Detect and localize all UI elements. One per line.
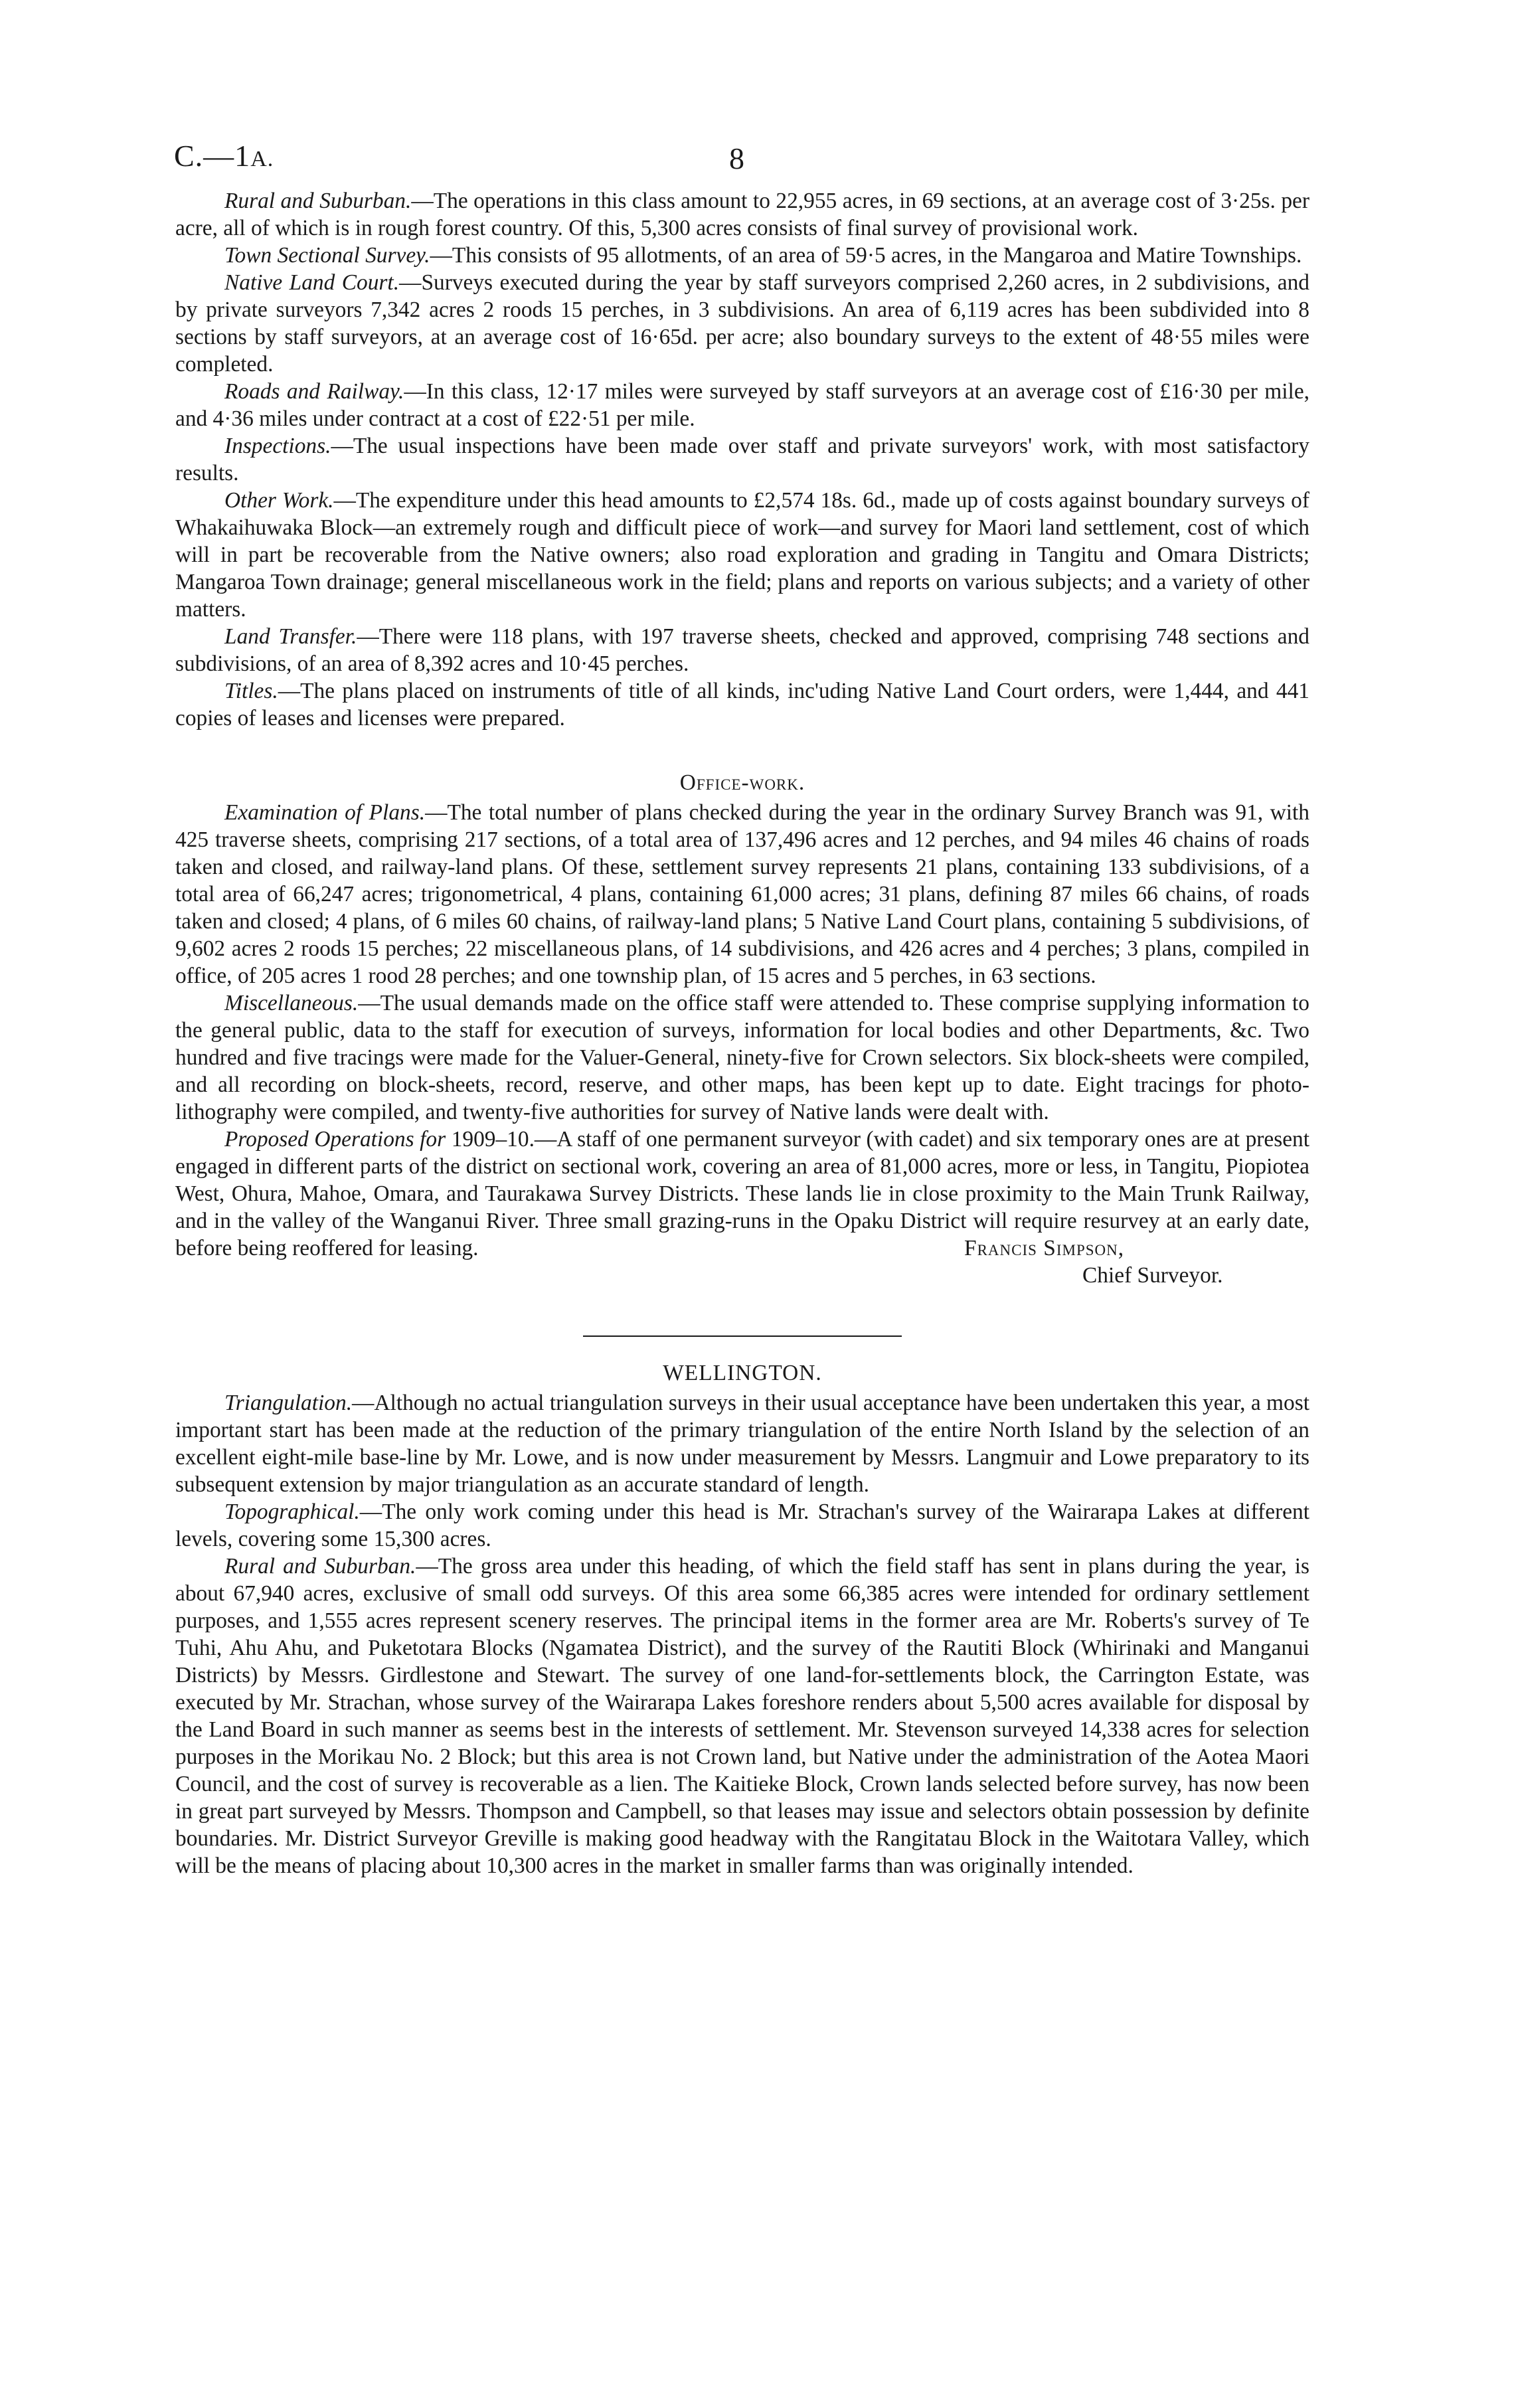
paragraph-triangulation: [175, 1389, 1309, 1498]
paragraph-text: —The only work coming under this head is Mr. Strachan's survey of the Wairarapa Lakes at different levels, covering some 15,300 acres.: [175, 1500, 1309, 1551]
paragraph-topographical: [175, 1498, 1309, 1553]
paragraph-lead: Rural and Suburban.: [224, 1554, 416, 1579]
paragraph-lead: Roads and Railway.: [224, 379, 404, 404]
paragraph-text: —Although no actual triangulation surveys in their usual acceptance have been undertaken this year, a most important start has been made at the reduction of the primary triangulation of the entire North Island by the selection of an excellent eight-mile base-line by Mr. Lowe, and is now under measurement by Messrs. Langmuir and Lowe preparatory to its subsequent extension by major triangulation as an accurate standard of length.: [175, 1391, 1309, 1497]
paragraph-proposed-operations: [175, 1126, 1309, 1262]
paragraph-miscellaneous: [175, 989, 1309, 1126]
paragraph-land-transfer: [175, 623, 1309, 677]
paragraph-native-land-court: [175, 269, 1309, 378]
paragraph-lead: Other Work.: [224, 488, 334, 513]
signature-block: [175, 1236, 1309, 1289]
paragraph-lead: Inspections.: [224, 434, 331, 458]
paragraph-text: —This consists of 95 allotments, of an area of 59·5 acres, in the Mangaroa and Matire Townships.: [430, 243, 1302, 268]
paragraph-text: —There were 118 plans, with 197 traverse sheets, checked and approved, comprising 748 sections and subdivisions, of an area of 8,392 acres and 10·45 perches.: [175, 624, 1309, 676]
paragraph-rural-suburban: [175, 187, 1309, 242]
body-text: [175, 187, 1309, 1879]
paragraph-lead: Rural and Suburban.: [224, 189, 412, 213]
paragraph-text: —The usual demands made on the office staff were attended to. These comprise supplying information to the general public, data to the staff for execution of surveys, information for local bodies and other Departments, &c. Two hundred and five tracings were made for the Valuer-General, ninety-five for Crown selectors. Six block-sheets were compiled, and all recording on block-sheets, record, reserve, and other maps, has been kept up to date. Eight tracings for photo-lithography were compiled, and twenty-five authorities for survey of Native lands were dealt with.: [175, 991, 1309, 1124]
paragraph-text: —The expenditure under this head amounts to £2,574 18s. 6d., made up of costs against boundary surveys of Whakaihuwaka Block—an extremely rough and difficult piece of work—and survey for Maori land settlement, cost of which will in part be recoverable from the Native owners; also road exploration and grading in Tangitu and Omara Districts; Mangaroa Town drainage; general miscellaneous work in the field; plans and reports on various subjects; and a variety of other matters.: [175, 488, 1309, 622]
paragraph-lead: Proposed Operations for: [224, 1127, 446, 1152]
paragraph-text: 1909–10.—A staff of one permanent surveyor (with cadet) and six temporary ones are at present engaged in different parts of the district on sectional work, covering an area of 81,000 acres, more or less, in Tangitu, Piopiotea West, Ohura, Mahoe, Omara, and Taurakawa Survey Districts. These lands lie in close proximity to the Main Trunk Railway, and in the valley of the Wanganui River. Three small grazing-runs in the Opaku District will require resurvey at an early date, before being reoffered for leasing.: [175, 1127, 1309, 1260]
paragraph-lead: Miscellaneous.: [224, 991, 359, 1015]
paragraph-text: —The plans placed on instruments of title of all kinds, inc'uding Native Land Court orders, were 1,444, and 441 copies of leases and licenses were prepared.: [175, 679, 1309, 731]
paragraph-titles: [175, 677, 1309, 732]
signature-title: Chief Surveyor.: [1082, 1263, 1223, 1288]
office-work-heading: Office-work.: [679, 770, 805, 795]
paragraph-text: —The usual inspections have been made over staff and private surveyors' work, with most satisfactory results.: [175, 434, 1309, 485]
paragraph-text: —The total number of plans checked during the year in the ordinary Survey Branch was 91, with 425 traverse sheets, comprising 217 sections, of a total area of 137,496 acres and 12 perches, and 94 miles 46 chains of roads taken and closed, and railway-land plans. Of these, settlement survey represents 21 plans, containing 133 subdivisions, of a total area of 66,247 acres; trigonometrical, 4 plans, containing 61,000 acres; 31 plans, defining 87 miles 66 chains, of roads taken and closed; 4 plans, of 6 miles 60 chains, of railway-land plans; 5 Native Land Court plans, containing 5 subdivisions, of 9,602 acres 2 roods 15 perches; 22 miscellaneous plans, of 14 subdivisions, and 426 acres and 4 perches; 3 plans, compiled in office, of 205 acres 1 rood 28 perches; and one township plan, of 15 acres and 5 perches, in 63 sections.: [175, 800, 1310, 988]
section-divider: [583, 1335, 902, 1337]
paragraph-wellington-rural-suburban: [175, 1553, 1309, 1879]
paragraph-town-sectional: [175, 242, 1309, 269]
paragraph-lead: Native Land Court.: [224, 270, 400, 295]
paragraph-text: —Surveys executed during the year by staff surveyors comprised 2,260 acres, in 2 subdivisions, and by private surveyors 7,342 acres 2 roods 15 perches, in 3 subdivisions. An area of 6,119 acres has been subdivided into 8 sections by staff surveyors, at an average cost of 16·65d. per acre; also boundary surveys to the extent of 48·55 miles were completed.: [175, 270, 1310, 377]
paragraph-inspections: [175, 432, 1309, 487]
signature-name: Francis Simpson,: [964, 1236, 1125, 1260]
reference-suffix: A.: [250, 147, 274, 171]
paragraph-lead: Examination of Plans.: [224, 800, 426, 825]
paragraph-lead: Land Transfer.: [224, 624, 357, 649]
reference-prefix: C.—1: [174, 139, 251, 173]
page-number: 8: [729, 141, 744, 175]
wellington-heading: WELLINGTON.: [663, 1361, 822, 1385]
paragraph-other-work: [175, 487, 1309, 623]
paragraph-lead: Titles.: [224, 679, 278, 703]
paragraph-text: —The gross area under this heading, of which the field staff has sent in plans during the year, is about 67,940 acres, exclusive of small odd surveys. Of this area some 66,385 acres were intended for ordinary settlement purposes, and 1,555 acres represent scenery reserves. The principal items in the former area are Mr. Roberts's survey of Te Tuhi, Ahu Ahu, and Puketotara Blocks (Ngamatea District), and the survey of the Rautiti Block (Whirinaki and Manganui Districts) by Messrs. Girdlestone and Stewart. The survey of one land-for-settlements block, the Carrington Estate, was executed by Mr. Strachan, whose survey of the Wairarapa Lakes foreshore renders about 5,500 acres available for disposal by the Land Board in such manner as seems best in the interests of settlement. Mr. Stevenson surveyed 14,338 acres for selection purposes in the Morikau No. 2 Block; but this area is not Crown land, but Native under the administration of the Aotea Maori Council, and the cost of survey is recoverable as a lien. The Kaitieke Block, Crown lands selected before survey, has now been in great part surveyed by Messrs. Thompson and Campbell, so that leases may issue and selectors obtain possession by definite boundaries. Mr. District Surveyor Greville is making good headway with the Rangitatau Block in the Waitotara Valley, which will be the means of placing about 10,300 acres in the market in smaller farms than was originally intended.: [175, 1554, 1309, 1878]
paragraph-text: —In this class, 12·17 miles were surveyed by staff surveyors at an average cost of £16·30 per mile, and 4·36 miles under contract at a cost of £22·51 per mile.: [175, 379, 1309, 431]
document-reference: [174, 138, 274, 173]
paragraph-examination-of-plans: [175, 799, 1309, 989]
paragraph-lead: Topographical.: [224, 1500, 360, 1524]
paragraph-roads-railway: [175, 378, 1309, 432]
paragraph-lead: Triangulation.: [224, 1391, 353, 1415]
paragraph-text: —The operations in this class amount to 22,955 acres, in 69 sections, at an average cost of 3·25s. per acre, all of which is in rough forest country. Of this, 5,300 acres consists of final survey of provisional work.: [175, 189, 1309, 240]
paragraph-lead: Town Sectional Survey.: [224, 243, 430, 268]
